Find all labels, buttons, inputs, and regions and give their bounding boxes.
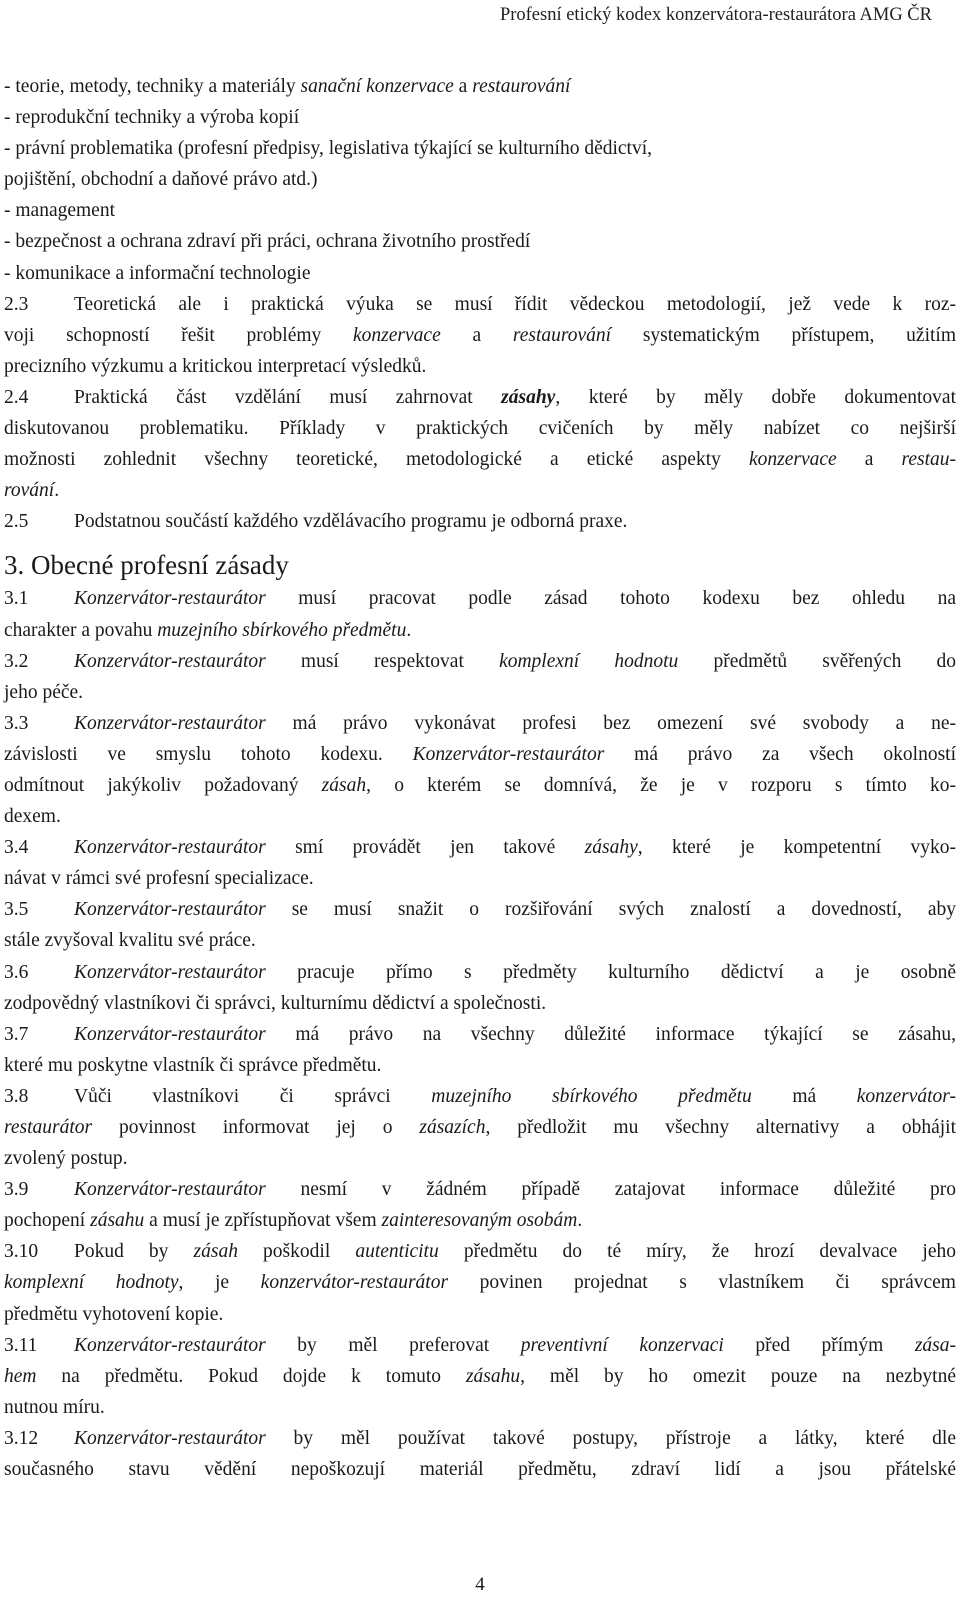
text-run: stále zvyšoval kvalitu své práce. — [4, 930, 256, 952]
paragraph-line — [4, 475, 956, 506]
italic-term: restau- — [901, 449, 957, 471]
paragraph-line — [4, 832, 956, 863]
paragraph-number: 3.11 — [4, 1334, 38, 1356]
paragraph-line — [4, 801, 956, 832]
text-run: - management — [4, 200, 115, 222]
paragraph-number: 3.1 — [4, 588, 29, 610]
paragraph-line — [4, 925, 956, 956]
text-run: na předmětu. Pokud dojde k tomuto — [36, 1365, 466, 1387]
running-header: Profesní etický kodex konzervátora-restaurátora AMG ČR — [499, 5, 932, 25]
text-run: závislosti ve smyslu tohoto kodexu. — [4, 743, 413, 765]
text-run: zvolený postup. — [4, 1148, 128, 1170]
italic-term: konzervace — [353, 324, 441, 346]
text-run: Praktická část vzdělání musí zahrnovat — [74, 386, 502, 408]
text-run: má právo za všech okolností — [604, 743, 956, 765]
text-run: pracuje přímo s předměty kulturního dědictví a je osobně — [265, 961, 956, 983]
paragraph-line — [4, 1392, 956, 1423]
paragraph-line — [4, 289, 956, 320]
italic-term: konzervace — [748, 449, 837, 471]
section-3-paragraphs — [4, 583, 956, 1485]
paragraph-number: 3.7 — [4, 1023, 29, 1045]
paragraph-number: 3.12 — [4, 1427, 39, 1449]
text-run: nutnou míru. — [4, 1396, 105, 1418]
text-run: , které by měly dobře dokumentovat — [555, 386, 956, 408]
page-number: 4 — [475, 1574, 485, 1595]
italic-term: Konzervátor-restaurátor — [74, 588, 266, 610]
italic-term: zásazích — [419, 1117, 486, 1138]
paragraph-number: 3.4 — [4, 837, 29, 859]
text-run: povinnost informovat jej o — [92, 1117, 420, 1138]
list-item — [4, 164, 956, 195]
text-run: - teorie, metody, techniky a materiály — [4, 76, 301, 97]
italic-term: Konzervátor-restaurátor — [74, 650, 266, 672]
italic-term: restaurování — [472, 76, 571, 97]
paragraph-line — [4, 1299, 956, 1330]
italic-term: restaurátor — [4, 1117, 93, 1138]
paragraph-number: 2.3 — [4, 293, 29, 315]
italic-term: autenticitu — [355, 1241, 439, 1263]
italic-term: restaurování — [512, 324, 612, 346]
paragraph-line — [4, 583, 956, 614]
paragraph-number: 3.8 — [4, 1085, 29, 1107]
text-run: Pokud by — [74, 1241, 194, 1263]
numbered-paragraph — [4, 1174, 956, 1236]
emphasized-term: zásahy — [501, 386, 556, 408]
list-item — [4, 133, 956, 164]
text-run: které mu poskytne vlastník či správce předmětu. — [4, 1054, 382, 1076]
page-content — [4, 71, 956, 1485]
paragraph-number: 3.6 — [4, 961, 29, 983]
text-run: povinen projednat s vlastníkem či správcem — [448, 1272, 956, 1294]
paragraph-line — [4, 351, 956, 382]
italic-term: rování — [4, 480, 55, 502]
paragraph-number: 3.2 — [4, 650, 29, 672]
paragraph-line — [4, 1019, 956, 1050]
italic-term: zásahy — [584, 837, 638, 859]
paragraph-line — [4, 615, 956, 646]
text-run: odmítnout jakýkoliv požadovaný — [4, 774, 322, 796]
italic-term: Konzervátor-restaurátor — [412, 743, 605, 765]
text-run: před přímým — [723, 1334, 915, 1356]
paragraph-line — [4, 646, 956, 677]
paragraph-line — [4, 1050, 956, 1081]
text-run: , které je kompetentní vyko- — [637, 837, 956, 859]
paragraph-line — [4, 1330, 956, 1361]
list-item — [4, 71, 956, 102]
list-item — [4, 195, 956, 226]
text-run: současného stavu vědění nepoškozují materiál předmětu, zdraví lidí a jsou přátelské — [4, 1459, 956, 1481]
list-item — [4, 102, 956, 133]
paragraph-line — [4, 677, 956, 708]
text-run: poškodil — [237, 1241, 356, 1263]
numbered-paragraph — [4, 1423, 956, 1485]
paragraph-line — [4, 894, 956, 925]
text-run: charakter a povahu — [4, 619, 158, 641]
list-item — [4, 226, 956, 257]
italic-term: Konzervátor-restaurátor — [74, 1334, 266, 1356]
italic-term: konzervátor-restaurátor — [260, 1272, 449, 1294]
numbered-paragraph — [4, 708, 956, 832]
numbered-paragraph — [4, 1019, 956, 1081]
text-run: , předložit mu všechny alternativy a obhájit — [485, 1117, 956, 1138]
paragraph-line — [4, 708, 956, 739]
paragraph-number: 2.4 — [4, 386, 29, 408]
numbered-paragraph — [4, 506, 956, 537]
paragraph-line — [4, 739, 956, 770]
italic-term: Konzervátor-restaurátor — [74, 837, 266, 859]
text-run: a — [836, 449, 902, 471]
paragraph-line — [4, 320, 956, 351]
text-run: precizního výzkumu a kritickou interpretací výsledků. — [4, 355, 427, 377]
italic-term: konzervátor- — [856, 1085, 956, 1107]
numbered-paragraph — [4, 832, 956, 894]
paragraph-line — [4, 1267, 956, 1298]
text-run: jeho péče. — [4, 681, 84, 703]
paragraph-number: 3.9 — [4, 1179, 29, 1201]
text-run: pochopení — [4, 1210, 91, 1232]
text-run: pojištění, obchodní a daňové právo atd.) — [4, 169, 318, 191]
paragraph-line — [4, 957, 956, 988]
text-run: má právo vykonávat profesi bez omezení své svobody a ne- — [265, 712, 956, 734]
text-run: se musí snažit o rozšiřování svých znalostí a dovedností, aby — [265, 899, 956, 921]
text-run: předmětu vyhotovení kopie. — [4, 1303, 224, 1325]
paragraph-line — [4, 1081, 956, 1112]
numbered-paragraph — [4, 583, 956, 645]
section-2-paragraphs — [4, 289, 956, 538]
text-run: a — [440, 324, 513, 346]
italic-term: Konzervátor-restaurátor — [74, 712, 266, 734]
text-run: . — [577, 1210, 583, 1232]
italic-term: zásah — [321, 774, 367, 796]
text-run: návat v rámci své profesní specializace. — [4, 868, 314, 890]
numbered-paragraph — [4, 957, 956, 1019]
text-run: , měl by ho omezit pouze na nezbytné — [520, 1365, 956, 1387]
text-run: má právo na všechny důležité informace týkající se zásahu, — [265, 1023, 956, 1045]
text-run: má — [751, 1085, 857, 1107]
italic-term: Konzervátor-restaurátor — [74, 1179, 266, 1201]
numbered-paragraph — [4, 1081, 956, 1174]
topic-list — [4, 71, 956, 289]
text-run: Podstatnou součástí každého vzdělávacího programu je odborná praxe. — [74, 511, 628, 533]
text-run: diskutovanou problematiku. Příklady v praktických cvičeních by měly nabízet co nejširší — [4, 418, 956, 440]
italic-term: hem — [4, 1365, 37, 1387]
paragraph-line — [4, 770, 956, 801]
italic-term: sanační konzervace — [300, 76, 454, 97]
paragraph-line — [4, 988, 956, 1019]
italic-term: Konzervátor-restaurátor — [74, 1023, 266, 1045]
text-run: nesmí v žádném případě zatajovat informace důležité pro — [265, 1179, 956, 1201]
paragraph-line — [4, 1423, 956, 1454]
italic-term: komplexní hodnotu — [499, 650, 679, 672]
text-run: musí respektovat — [265, 650, 500, 672]
text-run: musí pracovat podle zásad tohoto kodexu bez ohledu na — [265, 588, 956, 610]
paragraph-line — [4, 1236, 956, 1267]
numbered-paragraph — [4, 894, 956, 956]
section-3-heading: 3. Obecné profesní zásady — [4, 550, 289, 581]
text-run: předmětů svěřených do — [678, 650, 956, 672]
italic-term: zásah — [193, 1241, 238, 1263]
text-run: voji schopností řešit problémy — [4, 324, 354, 346]
text-run: Teoretická ale i praktická výuka se musí řídit vědeckou metodologií, jež vede k roz- — [74, 293, 956, 315]
paragraph-number: 3.5 — [4, 899, 29, 921]
paragraph-line — [4, 1143, 956, 1174]
text-run: systematickým přístupem, užitím — [611, 324, 956, 346]
italic-term: muzejního sbírkového předmětu — [157, 619, 407, 641]
italic-term: komplexní hodnoty — [4, 1272, 179, 1294]
text-run: smí provádět jen takové — [265, 837, 585, 859]
paragraph-line — [4, 1174, 956, 1205]
text-run: - právní problematika (profesní předpisy, legislativa týkající se kulturního dědictví, — [4, 138, 653, 160]
paragraph-number: 3.10 — [4, 1241, 39, 1263]
italic-term: Konzervátor-restaurátor — [74, 899, 266, 921]
italic-term: Konzervátor-restaurátor — [74, 1427, 266, 1449]
text-run: předmětu do té míry, že hrozí devalvace jeho — [438, 1241, 956, 1263]
text-run: a musí je zpřístupňovat všem — [144, 1210, 382, 1232]
text-run: - komunikace a informační technologie — [4, 262, 311, 284]
text-run: Vůči vlastníkovi či správci — [74, 1085, 432, 1107]
italic-term: preventivní konzervaci — [520, 1334, 724, 1356]
text-run: - bezpečnost a ochrana zdraví při práci, ochrana životního prostředí — [4, 231, 531, 253]
text-run: možnosti zohlednit všechny teoretické, metodologické a etické aspekty — [4, 449, 749, 471]
italic-term: zásahu — [465, 1365, 521, 1387]
text-run: by měl preferovat — [265, 1334, 521, 1356]
paragraph-line — [4, 506, 956, 537]
numbered-paragraph — [4, 1330, 956, 1423]
numbered-paragraph — [4, 289, 956, 382]
text-run: dexem. — [4, 806, 61, 828]
paragraph-line — [4, 382, 956, 413]
numbered-paragraph — [4, 646, 956, 708]
text-run: a — [453, 76, 473, 97]
paragraph-line — [4, 413, 956, 444]
text-run: by měl používat takové postupy, přístroje a látky, které dle — [265, 1427, 956, 1449]
italic-term: muzejního sbírkového předmětu — [431, 1085, 752, 1107]
paragraph-number: 2.5 — [4, 511, 29, 533]
text-run: , o kterém se domnívá, že je v rozporu s tímto ko- — [366, 774, 957, 796]
numbered-paragraph — [4, 1236, 956, 1329]
paragraph-line — [4, 1205, 956, 1236]
emphasized-term-wrapper — [501, 387, 555, 408]
text-run: . — [54, 480, 60, 502]
italic-term: zásahu — [90, 1210, 145, 1232]
numbered-paragraph — [4, 382, 956, 506]
italic-term: zainteresovaným osobám — [381, 1210, 578, 1232]
paragraph-number: 3.3 — [4, 712, 29, 734]
list-item — [4, 258, 956, 289]
paragraph-line — [4, 863, 956, 894]
text-run: - reprodukční techniky a výroba kopií — [4, 107, 300, 129]
text-run: zodpovědný vlastníkovi či správci, kulturnímu dědictví a společnosti. — [4, 992, 547, 1014]
italic-term: Konzervátor-restaurátor — [74, 961, 266, 983]
text-run: . — [406, 619, 412, 641]
italic-term: zása- — [914, 1334, 956, 1356]
paragraph-line — [4, 1454, 956, 1485]
paragraph-line — [4, 1112, 956, 1143]
paragraph-line — [4, 444, 956, 475]
text-run: , je — [178, 1272, 261, 1294]
paragraph-line — [4, 1361, 956, 1392]
